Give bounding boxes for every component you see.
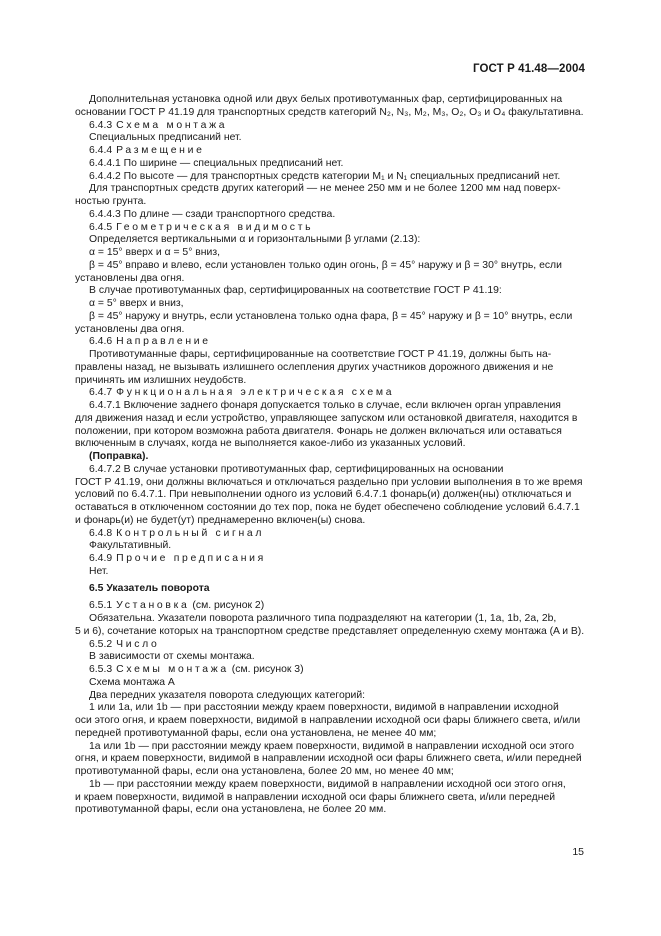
text-line <box>75 324 584 337</box>
page-number: 15 <box>572 846 584 858</box>
text-line <box>89 349 584 362</box>
line-text: правлены назад, не вызывать излишнего ослепления других участников дорожного движения и не <box>75 361 554 373</box>
line-text: Нет. <box>89 565 109 577</box>
line-text: условий по 6.4.7.1. При невыполнении одного из условий 6.4.7.1 фонарь(и) должен(ны) отключаться и <box>75 489 572 501</box>
text-line <box>75 626 584 639</box>
text-line <box>75 804 584 817</box>
line-text: и краем поверхности, видимой в направлении исходной оси фары ближнего света, и/или передней <box>75 791 556 803</box>
text-line <box>75 489 584 502</box>
text-line <box>75 728 584 741</box>
text-line <box>89 158 584 171</box>
section-note: (см. рисунок 2) <box>189 600 265 612</box>
text-line <box>89 336 584 349</box>
line-text: 1a или 1b — при расстоянии между краем поверхности, видимой в направлении исходной оси этого <box>89 740 575 752</box>
line-text: 6.4.7.1 Включение заднего фонаря допускается только в случае, если включен орган управления <box>89 400 561 411</box>
text-line <box>75 375 584 388</box>
text-line <box>89 566 584 579</box>
line-text: Специальных предписаний нет. <box>89 132 242 144</box>
line-text: Дополнительная установка одной или двух белых противотуманных фар, сертифицированных на <box>89 94 563 105</box>
text-line <box>75 107 584 120</box>
line-text: 6.4.4.1 По ширине — специальных предписаний нет. <box>89 157 344 169</box>
section-title: Размещение <box>116 145 205 156</box>
text-line <box>75 438 584 451</box>
line-text: включенным в случаях, когда не выполняется какое-либо из указанных условий. <box>75 438 466 450</box>
document-body <box>75 94 585 817</box>
text-line <box>75 715 584 728</box>
line-text: 6.5.1 <box>89 600 113 612</box>
line-text: установлены два огня. <box>75 323 185 335</box>
line-text: (Поправка). <box>89 451 149 462</box>
line-text: 6.4.3 <box>89 119 113 131</box>
text-line <box>89 247 584 260</box>
line-text: 6.4.4.2 По высоте — для транспортных средств категории M₁ и N₁ специальных предписаний нет. <box>89 170 561 182</box>
line-text: передней противотуманной фары, если она установлена, не менее 40 мм; <box>75 727 437 739</box>
line-text: 1 или 1a, или 1b — при расстоянии между краем поверхности, видимой в направлении исходной <box>89 702 559 714</box>
text-line <box>89 400 584 413</box>
line-text: 6.4.4.3 По длине — сзади транспортного средства. <box>89 208 336 220</box>
text-line <box>89 553 584 566</box>
text-line <box>89 702 584 715</box>
line-text: 6.4.7.2 В случае установки противотуманных фар, сертифицированных на основании <box>89 463 504 475</box>
text-line <box>89 387 584 400</box>
line-text: основании ГОСТ Р 41.19 для транспортных средств категорий N₂, N₃, M₂, M₃, O₂, O₃ и O₄ факультативна. <box>75 106 584 118</box>
line-text: положении, при котором возможна работа двигателя. Фонарь не должен включаться или оставаться <box>75 425 562 437</box>
line-text: β = 45° наружу и внутрь, если установлена только одна фара, β = 45° наружу и β = 10° внутрь, если <box>89 310 573 322</box>
line-text: для движения назад и если устройство, управляющее запуском или остановкой двигателя, находится в <box>75 412 578 424</box>
text-line <box>89 741 584 754</box>
line-text: огня, и краем поверхности, видимой в направлении исходной оси фары ближнего света, и/или передней <box>75 753 582 765</box>
line-text: Схема монтажа A <box>89 676 175 688</box>
line-text: 6.4.7 <box>89 387 113 399</box>
text-line <box>89 260 584 273</box>
line-text: 5 и 6), сочетание которых на транспортном средстве представляет определенную схему монтажа (A и B). <box>75 625 585 637</box>
text-line <box>75 502 584 515</box>
line-text: противотуманной фары, если она установлена, не более 20 мм. <box>75 804 387 816</box>
line-text: 6.4.4 <box>89 145 113 156</box>
section-note: (см. рисунок 3) <box>228 664 304 675</box>
text-line <box>89 600 584 613</box>
document-header: ГОСТ Р 41.48—2004 <box>473 63 585 75</box>
text-line <box>89 690 584 703</box>
text-line <box>89 311 584 324</box>
section-title: Контрольный сигнал <box>116 527 265 539</box>
line-text: ГОСТ Р 41.19, они должны включаться и отключаться раздельно при условии выполнения в то же время <box>75 476 583 488</box>
line-text: Противотуманные фары, сертифицированные на соответствие ГОСТ Р 41.19, должны быть на- <box>89 349 552 360</box>
text-line <box>89 222 584 235</box>
line-text: оставаться в отключенном состоянии до тех пор, пока не будет обеспечено соблюдение условий 6.4.7.1 <box>75 502 580 513</box>
text-line <box>89 285 584 298</box>
text-line <box>89 451 584 464</box>
line-text: 6.5.3 <box>89 664 113 675</box>
text-line <box>89 540 584 553</box>
text-line <box>75 273 584 286</box>
section-title: Число <box>116 638 160 650</box>
text-line <box>89 779 584 792</box>
line-text: 6.4.6 <box>89 336 113 348</box>
line-text: Определяется вертикальными α и горизонтальными β углами (2.13): <box>89 234 421 246</box>
line-text: 1b — при расстоянии между краем поверхности, видимой в направлении исходной оси этого огня, <box>89 778 566 790</box>
line-text: Обязательна. Указатели поворота различного типа подразделяют на категории (1, 1a, 1b, 2a, 2b, <box>89 613 557 624</box>
text-line <box>89 583 584 596</box>
line-text: установлены два огня. <box>75 272 185 284</box>
line-text: Для транспортных средств других категорий — не менее 250 мм и не более 1200 мм над поверх- <box>89 183 561 195</box>
line-text: β = 45° вправо и влево, если установлен только один огонь, β = 45° наружу и β = 30° внутрь, если <box>89 259 562 271</box>
text-line <box>75 766 584 779</box>
line-text: Факультативный. <box>89 540 172 552</box>
text-line <box>75 753 584 766</box>
text-line <box>75 196 584 209</box>
text-line <box>75 792 584 805</box>
line-text: и фонарь(и) не будет(ут) преднамеренно включен(ы) снова. <box>75 514 366 526</box>
section-title: Прочие предписания <box>116 553 266 564</box>
line-text: α = 15° вверх и α = 5° вниз, <box>89 247 220 258</box>
text-line <box>89 94 584 107</box>
section-title: Схема монтажа <box>116 119 228 131</box>
text-line <box>89 298 584 311</box>
text-line <box>89 234 584 247</box>
text-line <box>89 528 584 541</box>
text-line <box>89 639 584 652</box>
section-title: Направление <box>116 336 211 348</box>
line-text: причинять им излишних неудобств. <box>75 374 247 386</box>
text-line <box>89 145 584 158</box>
line-text: противотуманной фары, если она установлена, более 20 мм, но менее 40 мм; <box>75 766 454 777</box>
line-text: α = 5° вверх и вниз, <box>89 298 184 309</box>
text-line <box>89 464 584 477</box>
text-line <box>89 209 584 222</box>
line-text: оси этого огня, и краем поверхности, видимой в направлении исходной оси фары ближнего света, и/или <box>75 715 581 726</box>
text-line <box>89 132 584 145</box>
text-line <box>75 362 584 375</box>
text-line <box>89 183 584 196</box>
text-line <box>89 171 584 184</box>
line-text: 6.4.9 <box>89 553 113 564</box>
line-text: 6.4.5 <box>89 221 113 233</box>
section-title: Установка <box>116 600 190 612</box>
text-line <box>75 426 584 439</box>
text-line <box>75 477 584 490</box>
text-line <box>89 664 584 677</box>
section-title: Геометрическая видимость <box>116 221 314 233</box>
line-text: 6.5 Указатель поворота <box>89 582 210 594</box>
text-line <box>75 515 584 528</box>
text-line <box>89 677 584 690</box>
line-text: В зависимости от схемы монтажа. <box>89 651 255 663</box>
text-line <box>75 413 584 426</box>
text-line <box>89 120 584 133</box>
line-text: 6.5.2 <box>89 638 113 650</box>
line-text: В случае противотуманных фар, сертифицированных на соответствие ГОСТ Р 41.19: <box>89 285 502 297</box>
section-title: Схемы монтажа <box>116 664 229 675</box>
line-text: 6.4.8 <box>89 527 113 539</box>
text-line <box>89 651 584 664</box>
line-text: Два передних указателя поворота следующих категорий: <box>89 689 366 701</box>
section-title: Функциональная электрическая схема <box>116 387 395 399</box>
line-text: ностью грунта. <box>75 196 147 207</box>
text-line <box>89 613 584 626</box>
